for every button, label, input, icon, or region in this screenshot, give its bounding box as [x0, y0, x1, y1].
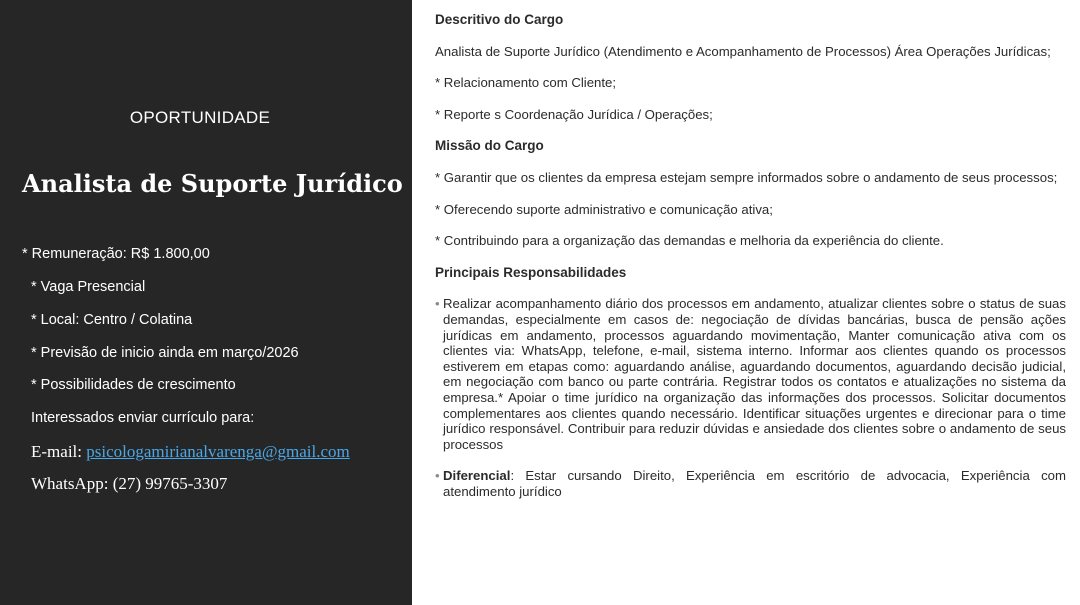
left-panel: [0, 0, 412, 605]
bullet-icon: •: [435, 296, 440, 312]
presence-detail: * Vaga Presencial: [31, 279, 146, 295]
start-date-detail: * Previsão de inicio ainda em março/2026: [31, 345, 299, 361]
missao-item: * Oferecendo suporte administrativo e comunicação ativa;: [435, 201, 773, 217]
responsabilidades-heading: Principais Responsabilidades: [435, 264, 627, 280]
salary-detail: * Remuneração: R$ 1.800,00: [22, 246, 210, 262]
bullet-icon: •: [435, 468, 440, 484]
growth-detail: * Possibilidades de crescimento: [31, 377, 236, 393]
diferencial-label: Diferencial: [443, 468, 511, 484]
apply-instruction: Interessados enviar currículo para:: [31, 410, 255, 426]
diferencial-text: : Estar cursando Direito, Experiência em escritório de advocacia, Experiência com atendimento jurídico: [443, 468, 1066, 499]
missao-item: * Contribuindo para a organização das demandas e melhoria da experiência do cliente.: [435, 233, 944, 249]
whatsapp-line: [31, 474, 227, 494]
descritivo-item: Analista de Suporte Jurídico (Atendimento e Acompanhamento de Processos) Área Operações Jurídicas;: [435, 43, 1051, 59]
diferencial-bullet: [435, 468, 1066, 499]
responsabilidades-bullet: [435, 296, 1066, 452]
job-title: Analista de Suporte Jurídico: [22, 169, 403, 198]
email-label: E-mail:: [31, 442, 82, 461]
descritivo-item: * Reporte s Coordenação Jurídica / Operações;: [435, 106, 713, 122]
whatsapp-number: (27) 99765-3307: [112, 474, 228, 493]
email-line: [31, 442, 350, 462]
missao-heading: Missão do Cargo: [435, 138, 544, 154]
descritivo-heading: Descritivo do Cargo: [435, 12, 564, 27]
email-link[interactable]: psicologamirianalvarenga@gmail.com: [86, 442, 350, 461]
missao-item: * Garantir que os clientes da empresa estejam sempre informados sobre o andamento de seus processos;: [435, 169, 1058, 185]
job-description-panel: [435, 12, 1066, 515]
whatsapp-label: WhatsApp:: [31, 474, 109, 493]
opportunity-kicker: OPORTUNIDADE: [129, 108, 271, 127]
location-detail: * Local: Centro / Colatina: [31, 312, 193, 328]
descritivo-item: * Relacionamento com Cliente;: [435, 75, 617, 91]
responsabilidades-text: Realizar acompanhamento diário dos processos em andamento, atualizar clientes sobre o status de suas demandas, especialmente em casos de: negociação de dívidas bancárias, busca de pensão ações jurídicas em andamento, processos aguardando movimentação, Manter comunicação ativa com os clientes via: WhatsApp, telefone, e-mail, sistema interno. Informar aos clientes quando os processos estiverem em etapas como: aguardando análise, aguardando documentos, aguardando decisão judicial, em negociação com banco ou parte contrária. Registrar todos os contatos e atualizações no sistema da empresa.* Apoiar o time jurídico na organização das informações dos processos. Solicitar documentos complementares aos clientes quando necessário. Identificar situações urgentes e direcionar para o time jurídico responsável. Contribuir para reduzir dúvidas e ansiedade dos clientes sobre o andamento de seus processos: [443, 296, 1066, 452]
